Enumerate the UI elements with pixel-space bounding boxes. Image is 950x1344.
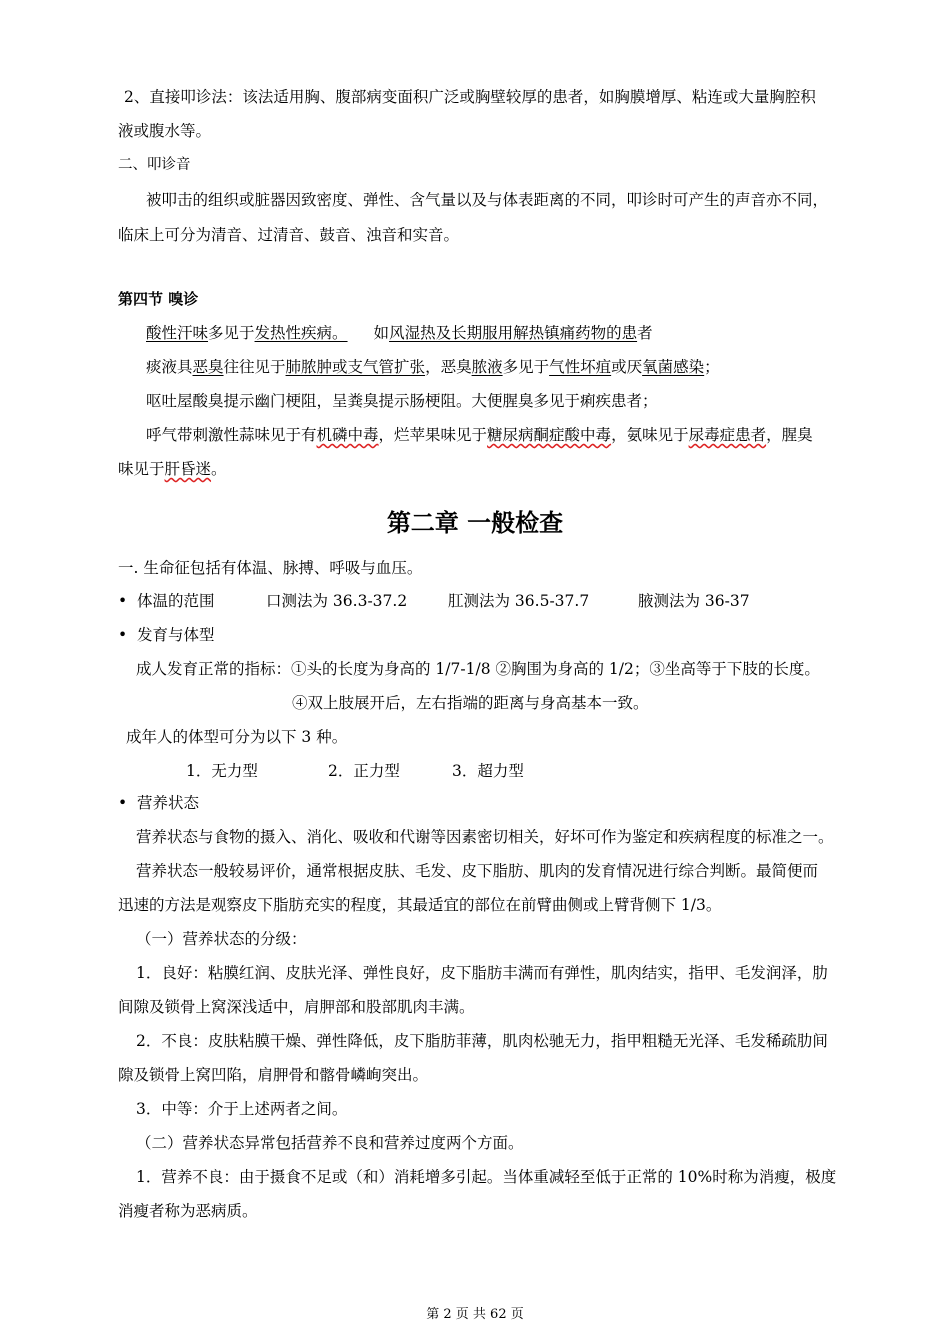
bullet-icon: • xyxy=(118,592,128,610)
body-type-item: 3．超力型 xyxy=(452,762,524,780)
text: ，烂苹果味见于 xyxy=(378,426,488,444)
smell-line-2 xyxy=(146,356,720,378)
text: 多见于 xyxy=(208,324,255,342)
smell-line-4 xyxy=(146,424,813,446)
malnutrition-paragraph: 1．营养不良：由于摄食不足或（和）消耗增多引起。当体重减轻至低于正常的 10%时称为消瘦，极度 xyxy=(136,1168,837,1186)
temperature-label: 体温的范围 xyxy=(136,592,215,610)
malnutrition-paragraph-cont: 消瘦者称为恶病质。 xyxy=(118,1202,258,1220)
text: ； xyxy=(704,358,720,376)
nutrition-heading xyxy=(118,792,199,814)
body-type-intro: 成年人的体型可分为以下 3 种。 xyxy=(126,728,348,746)
vital-signs-line: 一. 生命征包括有体温、脉搏、呼吸与血压。 xyxy=(118,559,423,577)
paragraph-percussion-sound-cont: 临床上可分为清音、过清音、鼓音、浊音和实音。 xyxy=(118,226,460,244)
paragraph-direct-percussion: 2、直接叩诊法：该法适用胸、腹部病变面积广泛或胸壁较厚的患者，如胸膜增厚、粘连或大量胸腔积 xyxy=(124,88,816,106)
grade-medium: 3．中等：介于上述两者之间。 xyxy=(136,1100,348,1118)
development-heading-text: 发育与体型 xyxy=(136,626,215,644)
bullet-icon: • xyxy=(118,794,128,812)
text: 如 xyxy=(373,324,390,342)
development-criteria: 成人发育正常的指标：①头的长度为身高的 1/7-1/8 ②胸围为身高的 1/2；③坐高等于下肢的长度。 xyxy=(136,660,820,678)
text: ，氨味见于 xyxy=(611,426,689,444)
temperature-axillary: 腋测法为 36-37 xyxy=(638,592,750,610)
grade-good: 1．良好：粘膜红润、皮肤光泽、弹性良好，皮下脂肪丰满而有弹性，肌肉结实，指甲、毛发润泽，肋 xyxy=(136,964,828,982)
smell-term: 肺脓肿或支气管扩张 xyxy=(285,358,426,376)
nutrition-abnormal-heading: （二）营养状态异常包括营养不良和营养过度两个方面。 xyxy=(136,1134,524,1152)
smell-term: 肝昏迷 xyxy=(164,460,212,478)
smell-term: 发热性疾病。 xyxy=(254,324,348,342)
body-type-item: 1．无力型 xyxy=(186,762,258,780)
text: 者 xyxy=(637,324,653,342)
smell-line-5 xyxy=(118,458,227,480)
smell-term: 机磷中毒 xyxy=(316,426,379,444)
text: 多见于 xyxy=(502,358,550,376)
smell-term: 氧菌感染 xyxy=(642,358,705,376)
nutrition-heading-text: 营养状态 xyxy=(136,794,199,812)
development-heading xyxy=(118,624,214,646)
smell-line-1 xyxy=(146,322,653,344)
text: 往往见于 xyxy=(223,358,286,376)
grade-poor-cont: 隙及锁骨上窝凹陷，肩胛骨和髂骨嶙峋突出。 xyxy=(118,1066,429,1084)
paragraph-percussion-sound: 被叩击的组织或脏器因致密度、弹性、含气量以及与体表距离的不同，叩诊时可产生的声音亦不同， xyxy=(146,191,829,209)
smell-term: 风湿热及长期服用解热镇痛药物的患 xyxy=(389,324,638,342)
text: 或厌 xyxy=(611,358,643,376)
smell-term: 恶臭 xyxy=(192,358,224,376)
temperature-rectal: 肛测法为 36.5-37.7 xyxy=(448,592,590,610)
bullet-icon: • xyxy=(118,626,128,644)
text: 呼气带刺激性蒜味见于有 xyxy=(146,426,317,444)
nutrition-paragraph-2: 营养状态一般较易评价，通常根据皮肤、毛发、皮下脂肪、肌肉的发育情况进行综合判断。最简便而 xyxy=(136,862,819,880)
smell-term: 尿毒症患者 xyxy=(688,426,767,444)
chapter-title: 第二章 一般检查 xyxy=(386,508,564,537)
section-heading-olfaction: 第四节 嗅诊 xyxy=(118,290,199,308)
text: 。 xyxy=(211,460,227,478)
temperature-line xyxy=(118,590,214,612)
nutrition-paragraph-1: 营养状态与食物的摄入、消化、吸收和代谢等因素密切相关，好坏可作为鉴定和疾病程度的标准之一。 xyxy=(136,828,834,846)
page-footer: 第 2 页 共 62 页 xyxy=(426,1307,524,1322)
smell-term: 气性坏疽 xyxy=(549,358,612,376)
nutrition-grade-heading: （一）营养状态的分级： xyxy=(136,930,307,948)
text: 味见于 xyxy=(118,460,165,478)
text: ，恶臭 xyxy=(425,358,472,376)
grade-good-cont: 间隙及锁骨上窝深浅适中，肩胛部和股部肌肉丰满。 xyxy=(118,998,475,1016)
text: ，腥臭 xyxy=(766,426,813,444)
smell-term: 酸性汗味 xyxy=(146,324,209,342)
temperature-oral: 口测法为 36.3-37.2 xyxy=(266,592,408,610)
text: 痰液具 xyxy=(146,358,193,376)
development-criteria-cont: ④双上肢展开后，左右指端的距离与身高基本一致。 xyxy=(292,694,649,712)
grade-poor: 2．不良：皮肤粘膜干燥、弹性降低，皮下脂肪菲薄，肌肉松驰无力，指甲粗糙无光泽、毛发稀疏肋间 xyxy=(136,1032,828,1050)
smell-line-3: 呕吐屋酸臭提示幽门梗阻，呈粪臭提示肠梗阻。大便腥臭多见于痢疾患者； xyxy=(146,392,658,410)
nutrition-paragraph-2-cont: 迅速的方法是观察皮下脂肪充实的程度，其最适宜的部位在前臂曲侧或上臂背侧下 1/3。 xyxy=(118,896,722,914)
body-type-item: 2．正力型 xyxy=(328,762,400,780)
smell-term: 脓液 xyxy=(471,358,503,376)
heading-percussion-sound: 二、叩诊音 xyxy=(118,157,191,173)
paragraph-direct-percussion-cont: 液或腹水等。 xyxy=(118,122,212,140)
smell-term: 糖尿病酮症酸中毒 xyxy=(487,426,612,444)
